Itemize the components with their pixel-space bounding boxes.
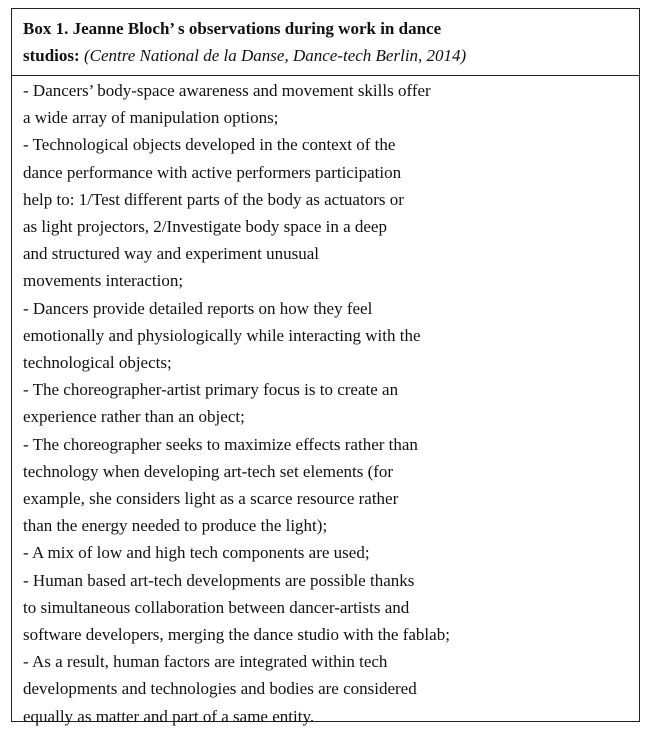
- text-line: - Dancers provide detailed reports on how they feel: [23, 298, 373, 318]
- text-line: - Human based art-tech developments are possible thanks: [23, 570, 415, 590]
- text-line: software developers, merging the dance studio with the fablab;: [23, 625, 450, 645]
- text-box: [11, 8, 640, 726]
- text-line: - A mix of low and high tech components are used;: [23, 543, 370, 563]
- text-line: help to: 1/Test different parts of the body as actuators or: [23, 189, 404, 209]
- text-line: movements interaction;: [23, 271, 184, 291]
- text-line: example, she considers light as a scarce resource rather: [23, 489, 399, 509]
- text-line: technological objects;: [23, 353, 172, 373]
- text-line: than the energy needed to produce the light);: [23, 516, 328, 536]
- header-divider: [12, 75, 639, 76]
- box-title-line-1: Box 1. Jeanne Bloch’ s observations during work in dance: [23, 19, 442, 38]
- text-line: emotionally and physiologically while interacting with the: [23, 325, 421, 345]
- text-line: dance performance with active performers participation: [23, 162, 402, 182]
- text-line: - As a result, human factors are integrated within tech: [23, 652, 388, 672]
- text-line: to simultaneous collaboration between dancer-artists and: [23, 597, 410, 617]
- text-line: as light projectors, 2/Investigate body space in a deep: [23, 217, 387, 237]
- box-title-line-2: studios:: [23, 46, 80, 65]
- text-line: - The choreographer-artist primary focus is to create an: [23, 380, 399, 400]
- text-line: a wide array of manipulation options;: [23, 108, 279, 128]
- text-line: - The choreographer seeks to maximize effects rather than: [23, 434, 418, 454]
- box-content: [23, 77, 633, 730]
- text-line: - Technological objects developed in the context of the: [23, 135, 396, 155]
- text-line: equally as matter and part of a same entity.: [23, 706, 315, 726]
- box-source: (Centre National de la Danse, Dance-tech Berlin, 2014): [83, 46, 467, 65]
- text-line: developments and technologies and bodies are considered: [23, 679, 417, 699]
- text-line: technology when developing art-tech set elements (for: [23, 461, 394, 481]
- text-line: experience rather than an object;: [23, 407, 245, 427]
- box-header: [23, 15, 623, 69]
- text-line: - Dancers’ body-space awareness and movement skills offer: [23, 81, 431, 100]
- text-line: and structured way and experiment unusual: [23, 244, 319, 264]
